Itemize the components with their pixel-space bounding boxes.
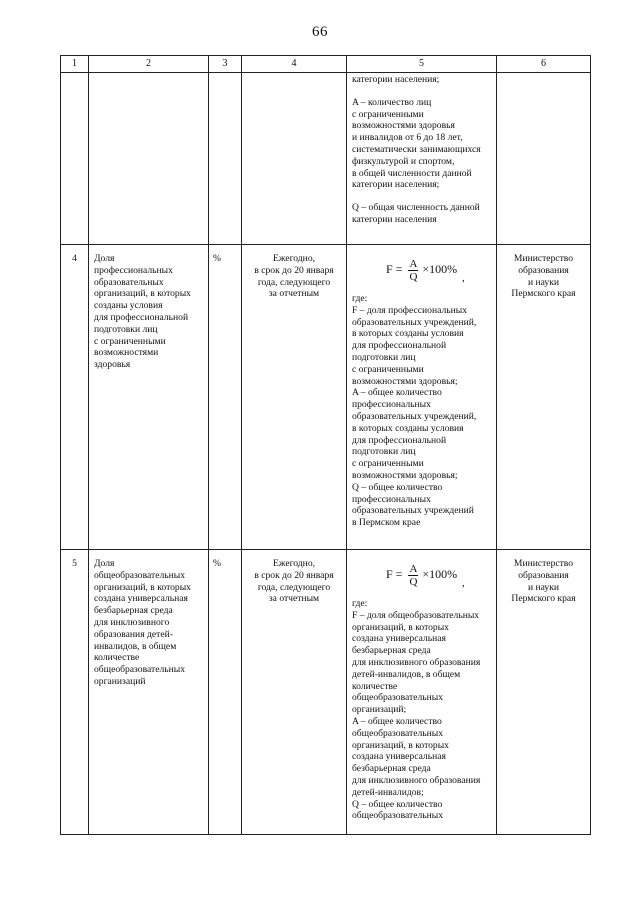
responsible-cell (497, 73, 591, 245)
formula-fraction (408, 258, 418, 283)
text-line: F – доля общеобразовательных (352, 609, 480, 621)
indicator-name (89, 245, 209, 550)
text-line: Q – общее количество (352, 481, 443, 493)
text-line: подготовки лиц (94, 323, 158, 335)
header-cell: 2 (89, 56, 209, 73)
formula-explanation-cell (347, 245, 497, 550)
formula-numerator: A (409, 562, 418, 575)
formula-comma: , (462, 272, 465, 284)
text-line: A – общее количество (352, 715, 442, 727)
reporting-period (242, 550, 347, 835)
text-line: и науки (527, 581, 560, 593)
text-line: в которых созданы условия (352, 422, 464, 434)
text-line: детей-инвалидов, в общем (352, 668, 461, 680)
formula (352, 558, 493, 592)
text-line: образовательных учреждений, (352, 410, 477, 422)
header-cell: 4 (242, 56, 347, 73)
explanation-paragraph (352, 97, 493, 191)
text-line: в срок до 20 января (254, 264, 334, 276)
explanation-paragraph (352, 74, 493, 86)
text-line: образования (518, 264, 569, 276)
text-line: года, следующего (257, 581, 331, 593)
text-line: возможностями здоровья; (352, 469, 458, 481)
text-line: подготовки лиц (352, 351, 416, 363)
text-line: в которых созданы условия (352, 328, 464, 340)
text-line: здоровья (94, 359, 131, 371)
text-line: Q – общая численность данной (352, 202, 480, 214)
text-line: инвалидов, в общем (94, 640, 177, 652)
text-line: где: (352, 293, 368, 304)
text-line: организаций, в которых (94, 581, 191, 593)
text-line: с ограниченными (352, 458, 424, 470)
text-line: за отчетным (268, 288, 320, 300)
formula-lhs: F = (386, 567, 403, 582)
text-line: с ограниченными (94, 335, 166, 347)
page-number: 66 (312, 24, 328, 40)
text-line: безбарьерная среда (352, 645, 431, 657)
reporting-period (242, 245, 347, 550)
responsible-authority (497, 550, 591, 835)
text-line: профессиональных (352, 493, 431, 505)
text-line: образовательных учреждений (352, 505, 474, 517)
formula-denominator: Q (409, 270, 418, 283)
text-line: создана универсальная (352, 751, 446, 763)
text-line: систематически занимающихся (352, 143, 481, 155)
indicator-name (89, 550, 209, 835)
text-line: для профессиональной (94, 311, 189, 323)
text-line: Доля (94, 558, 115, 569)
formula (352, 253, 493, 287)
unit-of-measure: % (209, 550, 242, 835)
text-line: Пермского края (511, 593, 576, 605)
text-line: F – доля профессиональных (352, 304, 467, 316)
text-line: года, следующего (257, 276, 331, 288)
text-line: Ежегодно, (272, 253, 316, 264)
text-line: организаций; (352, 704, 407, 716)
table-row (61, 245, 591, 550)
row-number: 4 (61, 245, 89, 550)
table-header-row (61, 56, 591, 73)
text-line: возможностями здоровья; (352, 375, 458, 387)
text-line: Доля (94, 253, 115, 264)
text-line: созданы условия (94, 300, 163, 312)
text-line: подготовки лиц (352, 446, 416, 458)
text-line: организаций, в которых (94, 288, 191, 300)
text-line: и инвалидов от 6 до 18 лет, (352, 132, 463, 144)
text-line: организаций (94, 675, 146, 687)
text-line: организаций, в которых (352, 621, 449, 633)
formula-lhs: F = (386, 262, 403, 277)
text-line: для инклюзивного образования (352, 774, 481, 786)
header-cell: 5 (347, 56, 497, 73)
formula-comma: , (462, 577, 465, 589)
formula-rhs: ×100% (422, 567, 458, 582)
text-line: и науки (527, 276, 560, 288)
text-line: A – количество лиц (352, 96, 432, 108)
text-line: где: (352, 598, 368, 609)
text-line: с ограниченными (352, 363, 424, 375)
text-line: Министерство (513, 558, 574, 569)
text-line: категории населения (352, 213, 437, 225)
text-line: количестве (94, 652, 140, 664)
period-cell (242, 73, 347, 245)
text-line: безбарьерная среда (352, 763, 431, 775)
text-line: возможностями здоровья (352, 120, 455, 132)
text-line: за отчетным (268, 593, 320, 605)
formula-explanation-cell (347, 73, 497, 245)
text-line: Ежегодно, (272, 558, 316, 569)
explanation-paragraph (352, 202, 493, 226)
text-line: образовательных учреждений, (352, 316, 477, 328)
text-line: общеобразовательных (94, 569, 185, 581)
responsible-authority (497, 245, 591, 550)
text-line: возможностями (94, 347, 159, 359)
text-line: категории населения; (352, 74, 440, 85)
header-cell: 3 (209, 56, 242, 73)
text-line: категории населения; (352, 179, 440, 191)
text-line: образования (518, 569, 569, 581)
formula-denominator: Q (409, 575, 418, 588)
text-line: A – общее количество (352, 387, 442, 399)
text-line: образования детей- (94, 628, 173, 640)
text-line: для инклюзивного (94, 616, 170, 628)
formula-fraction (408, 563, 418, 588)
text-line: детей-инвалидов; (352, 786, 424, 798)
text-line: профессиональных (94, 264, 173, 276)
text-line: образовательных (94, 276, 164, 288)
text-line: для профессиональной (352, 434, 447, 446)
formula-explanation-cell (347, 550, 497, 835)
row-number: 5 (61, 550, 89, 835)
name-cell (89, 73, 209, 245)
text-line: создана универсальная (94, 593, 188, 605)
text-line: создана универсальная (352, 633, 446, 645)
text-line: профессиональных (352, 399, 431, 411)
text-line: общеобразовательных (94, 664, 185, 676)
text-line: в Пермском крае (352, 517, 421, 529)
text-line: физкультурой и спортом, (352, 155, 455, 167)
unit-of-measure: % (209, 245, 242, 550)
indicators-table (60, 55, 591, 835)
text-line: в общей численности данной (352, 167, 472, 179)
unit-cell (209, 73, 242, 245)
table-row-continued (61, 73, 591, 245)
num-cell (61, 73, 89, 245)
text-line: Министерство (513, 253, 574, 264)
text-line: общеобразовательных (352, 727, 443, 739)
text-line: Q – общее количество (352, 798, 443, 810)
text-line: с ограниченными (352, 108, 424, 120)
text-line: в срок до 20 января (254, 569, 334, 581)
text-line: для инклюзивного образования (352, 656, 481, 668)
text-line: организаций, в которых (352, 739, 449, 751)
text-line: для профессиональной (352, 340, 447, 352)
text-line: Пермского края (511, 288, 576, 300)
text-line: безбарьерная среда (94, 605, 173, 617)
text-line: общеобразовательных (352, 810, 443, 822)
text-line: общеобразовательных (352, 692, 443, 704)
header-cell: 1 (61, 56, 89, 73)
text-line: количестве (352, 680, 398, 692)
formula-rhs: ×100% (422, 262, 458, 277)
header-cell: 6 (497, 56, 591, 73)
table-row (61, 550, 591, 835)
formula-numerator: A (409, 257, 418, 270)
